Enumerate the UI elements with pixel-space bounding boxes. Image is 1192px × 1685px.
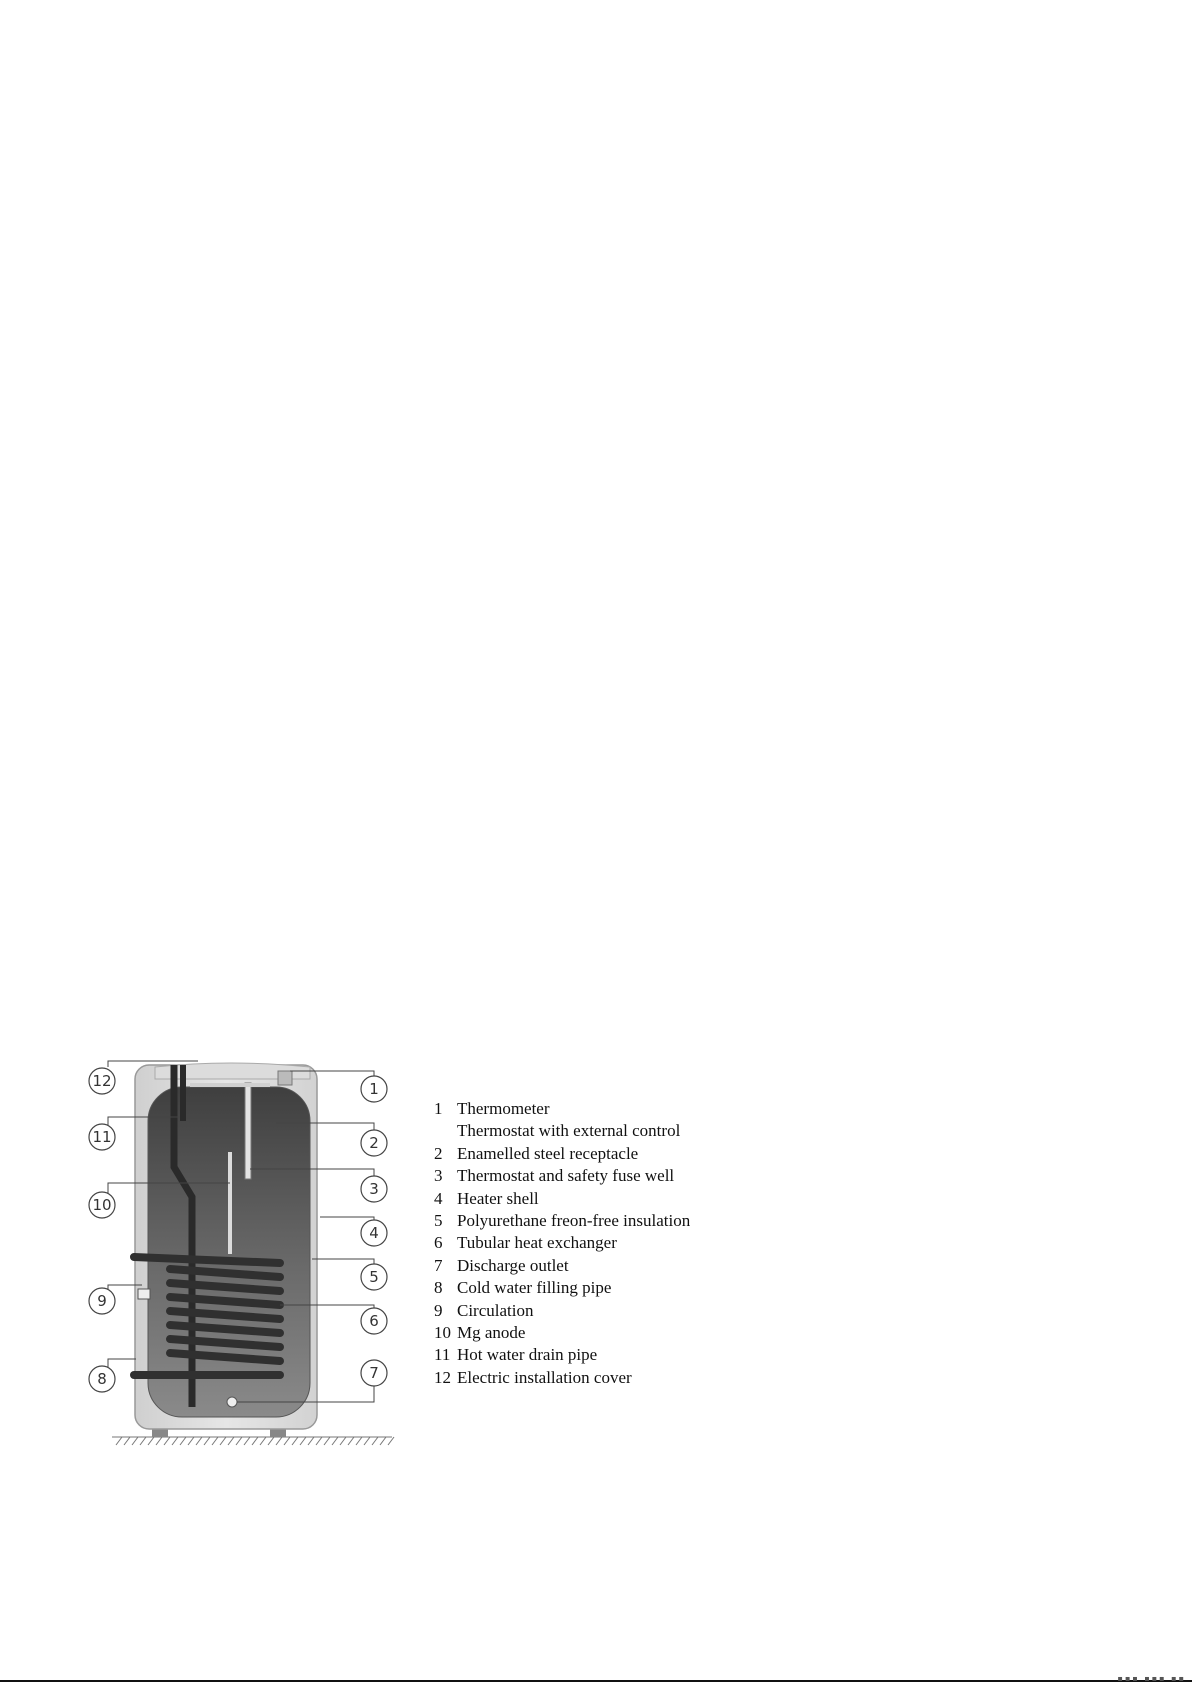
hatch-mark xyxy=(340,1437,346,1445)
legend-text: Hot water drain pipe xyxy=(457,1345,598,1365)
legend-text: Thermostat and safety fuse well xyxy=(457,1166,675,1186)
discharge-outlet xyxy=(227,1397,237,1407)
legend-item xyxy=(434,1188,690,1210)
hatch-mark xyxy=(148,1437,154,1445)
hatch-mark xyxy=(164,1437,170,1445)
legend-number: 2 xyxy=(434,1143,443,1163)
hatch-mark xyxy=(316,1437,322,1445)
legend-number: 3 xyxy=(434,1166,443,1186)
hatch-mark xyxy=(196,1437,202,1445)
hatch-mark xyxy=(244,1437,250,1445)
callout-number: 7 xyxy=(369,1364,379,1382)
water-heater-diagram xyxy=(80,1057,400,1449)
legend-text: Discharge outlet xyxy=(457,1255,569,1275)
hatch-mark xyxy=(388,1437,394,1445)
hatch-mark xyxy=(284,1437,290,1445)
hatch-mark xyxy=(180,1437,186,1445)
hatch-mark xyxy=(116,1437,122,1445)
callout-number: 2 xyxy=(369,1134,379,1152)
hatch-mark xyxy=(124,1437,130,1445)
callout-number: 12 xyxy=(92,1072,112,1090)
hatch-mark xyxy=(276,1437,282,1445)
mg-anode xyxy=(228,1152,232,1254)
legend-number: 5 xyxy=(434,1211,443,1231)
hatch-mark xyxy=(332,1437,338,1445)
hatch-mark xyxy=(292,1437,298,1445)
legend-text: Thermostat with external control xyxy=(457,1121,681,1141)
hatch-mark xyxy=(212,1437,218,1445)
thermometer-box xyxy=(278,1071,292,1085)
water-heater-cutaway xyxy=(80,1057,400,1449)
hatch-mark xyxy=(220,1437,226,1445)
hatch-mark xyxy=(308,1437,314,1445)
legend-text: Tubular heat exchanger xyxy=(457,1233,617,1253)
hatch-mark xyxy=(356,1437,362,1445)
legend-number: 7 xyxy=(434,1255,443,1275)
legend-item xyxy=(434,1210,690,1232)
legend-number: 12 xyxy=(434,1367,451,1387)
corner-marks: ▪▪▪ ▪▪▪ ▪▪ xyxy=(1117,1674,1186,1683)
hatch-mark xyxy=(156,1437,162,1445)
hatch-mark xyxy=(172,1437,178,1445)
legend-item xyxy=(434,1322,690,1344)
hatch-mark xyxy=(236,1437,242,1445)
hatch-mark xyxy=(204,1437,210,1445)
hatch-mark xyxy=(348,1437,354,1445)
flange-plate xyxy=(190,1083,270,1087)
callout-number: 10 xyxy=(92,1196,112,1214)
hatch-mark xyxy=(132,1437,138,1445)
legend-number xyxy=(434,1120,457,1142)
hatch-mark xyxy=(324,1437,330,1445)
legend-number: 4 xyxy=(434,1188,443,1208)
legend-number: 1 xyxy=(434,1099,443,1118)
hatch-mark xyxy=(228,1437,234,1445)
hatch-mark xyxy=(188,1437,194,1445)
legend-number: 6 xyxy=(434,1233,443,1253)
thermostat-well xyxy=(245,1083,251,1179)
hatch-mark xyxy=(380,1437,386,1445)
floor-hatch xyxy=(112,1437,394,1445)
legend-text: Polyurethane freon-free insulation xyxy=(457,1211,691,1231)
legend-item xyxy=(434,1232,690,1254)
callout-number: 3 xyxy=(369,1180,379,1198)
legend-item xyxy=(434,1120,690,1142)
legend-item xyxy=(434,1277,690,1299)
page-bottom-rule xyxy=(0,1680,1192,1682)
legend-number: 10 xyxy=(434,1323,451,1343)
callout-number: 9 xyxy=(97,1292,107,1310)
callout-number: 11 xyxy=(92,1128,112,1146)
legend-text: Mg anode xyxy=(457,1323,526,1343)
legend-text: Cold water filling pipe xyxy=(457,1278,612,1298)
legend-text: Heater shell xyxy=(457,1188,539,1208)
legend-text: Thermometer xyxy=(457,1099,550,1118)
hatch-mark xyxy=(260,1437,266,1445)
legend-item xyxy=(434,1255,690,1277)
legend-list xyxy=(434,1098,690,1389)
hatch-mark xyxy=(372,1437,378,1445)
legend-item xyxy=(434,1098,690,1120)
legend-number: 11 xyxy=(434,1345,451,1365)
hatch-mark xyxy=(140,1437,146,1445)
callout-number: 5 xyxy=(369,1268,379,1286)
legend-number: 9 xyxy=(434,1300,443,1320)
callout-number: 6 xyxy=(369,1312,379,1330)
callout-number: 1 xyxy=(369,1080,379,1098)
hatch-mark xyxy=(268,1437,274,1445)
legend-text: Circulation xyxy=(457,1300,534,1320)
hatch-mark xyxy=(364,1437,370,1445)
legend-item xyxy=(434,1344,690,1366)
callout-number: 4 xyxy=(369,1224,379,1242)
hatch-mark xyxy=(300,1437,306,1445)
legend-item xyxy=(434,1300,690,1322)
legend-number: 8 xyxy=(434,1278,443,1298)
callout-number: 8 xyxy=(97,1370,107,1388)
legend-item xyxy=(434,1143,690,1165)
legend-item xyxy=(434,1165,690,1187)
legend-text: Enamelled steel receptacle xyxy=(457,1143,639,1163)
hatch-mark xyxy=(252,1437,258,1445)
legend-item xyxy=(434,1367,690,1389)
circulation-port xyxy=(138,1289,150,1299)
legend-text: Electric installation cover xyxy=(457,1367,632,1387)
